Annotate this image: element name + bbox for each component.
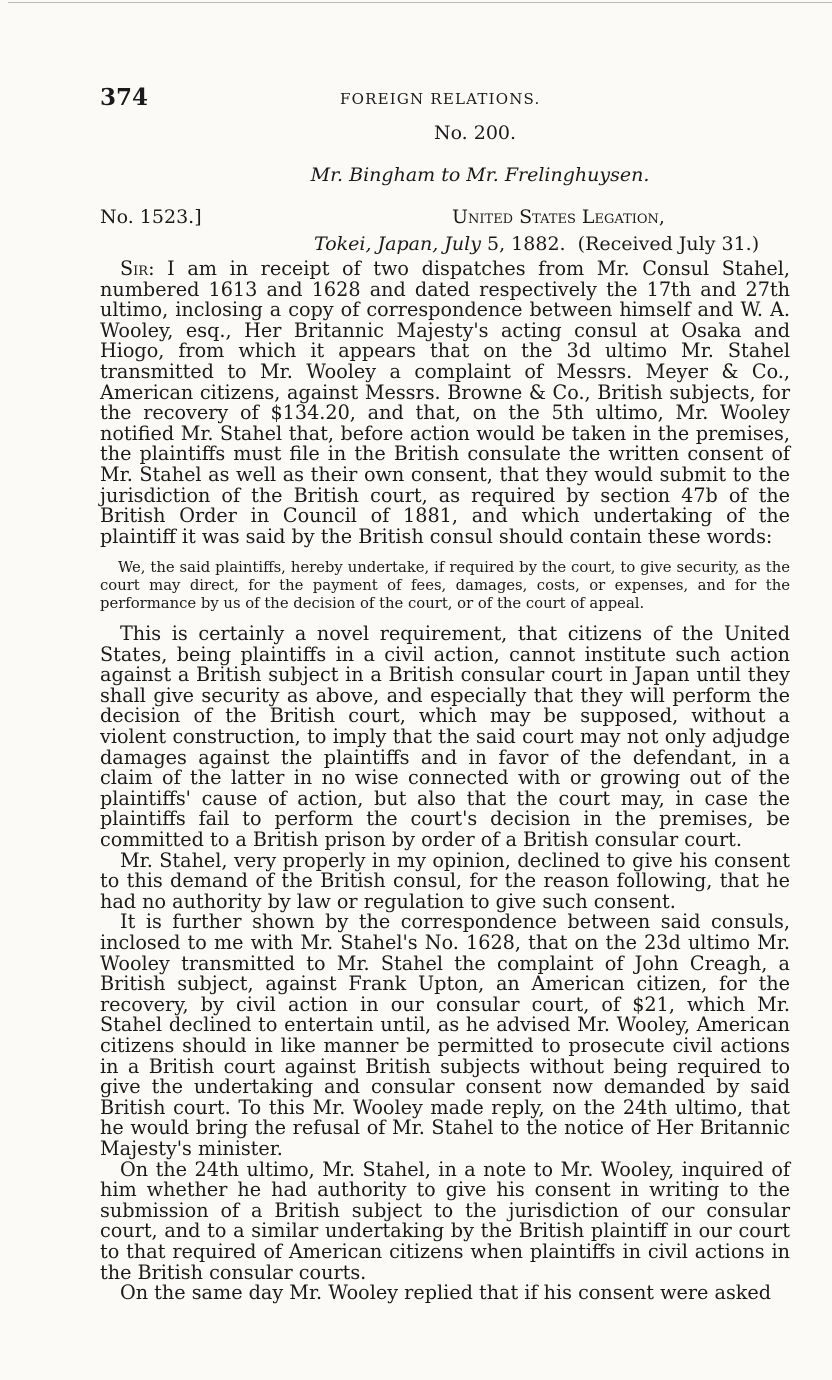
paragraph-4: It is further shown by the correspondence between said consuls, inclosed to me with Mr. Stahel's No. 1628, that on the 23d ultimo Mr. Wooley transmitted to Mr. Stahel the complaint of John Creagh, a British subject, against Frank Upton, an American citizen, for the recovery, by civil action in our consular court, of $21, which Mr. Stahel declined to entertain until, as he advised Mr. Wooley, American citizens should in like manner be permitted to prosecute civil actions in a British court against British subjects without being required to give the undertaking and consular consent now demanded by said British court. To this Mr. Wooley made reply, on the 24th ultimo, that he would bring the refusal of Mr. Stahel to the notice of Her Britannic Majesty's minister. — [100, 910, 790, 1160]
paragraph-1-text: : I am in receipt of two dispatches from Mr. Consul Stahel, numbered 1613 and 1628 and dated respectively the 17th and 27th ultimo, inclosing a copy of correspondence between himself and W. A. Wooley, esq., Her Britannic Majesty's acting consul at Osaka and Hiogo, from which it appears that on the 3d ultimo Mr. Stahel transmitted to Mr. Wooley a complaint of Messrs. Meyer & Co., American citizens, against Messrs. Browne & Co., British subjects, for the recovery of $134.20, and that, on the 5th ultimo, Mr. Wooley notified Mr. Stahel that, before action would be taken in the premises, the plaintiffs must file in the British consulate the written consent of Mr. Stahel as well as their own consent, that they would submit to the jurisdiction of the British court, as required by section 47b of the British Order in Council of 1881, and which undertaking of the plaintiff it was said by the British consul should contain these words: — [100, 257, 790, 548]
place-date-line — [314, 232, 790, 257]
running-head: FOREIGN RELATIONS. — [340, 90, 541, 108]
quoted-undertaking: We, the said plaintiffs, hereby undertake, if required by the court, to give security, as the court may direct, for the payment of fees, damages, costs, or expenses, and for the performance by us of the decision of the court, or of the court of appeal. — [100, 559, 790, 612]
paragraph-2: This is certainly a novel requirement, that citizens of the United States, being plaintiffs in a civil action, cannot institute such action against a British subject in a British consular court in Japan until they shall give security as above, and especially that they will perform the decision of the British court, which may be supposed, without a violent construction, to imply that the said court may not only adjudge damages against the plaintiffs and in favor of the defendant, in a claim of the latter in no wise connected with or growing out of the plaintiffs' cause of action, but also that the court may, in case the plaintiffs fail to perform the court's decision in the premises, be committed to a British prison by order of a British consular court. — [100, 622, 790, 852]
paragraph-3: Mr. Stahel, very properly in my opinion, declined to give his consent to this demand of the British consul, for the reason following, that he had no authority by law or regulation to give such consent. — [100, 848, 790, 913]
dispatch-line — [100, 206, 790, 232]
received-date: (Received July 31.) — [577, 233, 760, 255]
document-number: No. 200. — [433, 122, 517, 144]
page-header — [100, 84, 790, 118]
date: 5, 1882. — [487, 233, 566, 255]
paragraph-5: On the 24th ultimo, Mr. Stahel, in a note to Mr. Wooley, inquired of him whether he had authority to give his consent in writing to the submission of a British subject to the jurisdiction of our consular court, and to a similar undertaking by the British plaintiff in our court to that required of American citizens when plaintiffs in civil actions in the British consular courts. — [100, 1157, 790, 1284]
paragraph-6: On the same day Mr. Wooley replied that if his consent were asked — [120, 1281, 772, 1305]
paragraph-1 — [100, 259, 790, 547]
document-title: Mr. Bingham to Mr. Frelinghuysen. — [310, 164, 650, 186]
page — [100, 84, 790, 1304]
salutation: Sir — [120, 257, 149, 280]
dispatch-number: No. 1523.] — [100, 206, 202, 228]
legation: United States Legation, — [452, 206, 665, 228]
page-number: 374 — [100, 84, 149, 111]
top-rule — [8, 2, 832, 3]
place: Tokei, Japan, July — [314, 233, 481, 255]
